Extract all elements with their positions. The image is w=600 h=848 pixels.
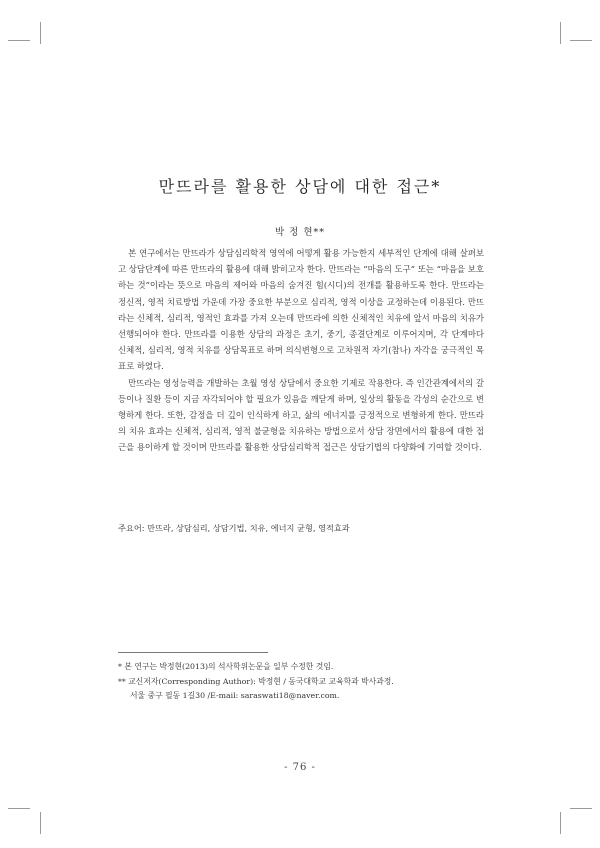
- paper-title: 만뜨라를 활용한 상담에 대한 접근*: [158, 177, 442, 196]
- crop-mark: [8, 40, 30, 41]
- footnotes: [118, 660, 488, 704]
- crop-mark: [8, 808, 30, 809]
- footnote-divider: [118, 652, 268, 653]
- keywords: 주요어: 만뜨라, 상담심리, 상담기법, 치유, 에너지 균형, 영적효과: [118, 523, 350, 533]
- abstract-paragraph: 본 연구에서는 만뜨라가 상담심리학적 영역에 어떻게 활용 가능한지 세부적인 단계에 대해 살펴보고 상담단계에 따른 만뜨라의 활용에 대해 밝히고자 한다. 만뜨라는 “마음의 도구” 또는 “마음을 보호하는 것”이라는 뜻으로 마음의 제어와 마음의 숨겨진 힘(시디)의 전개를 활용하도록 한다. 만뜨라는 정신적, 영적 치료방법 가운데 가장 중요한 부분으로 심리적, 영적 이상을 교정하는데 이용된다. 만뜨라는 신체적, 심리적, 영적인 효과를 가져 오는데 만뜨라에 의한 신체적인 치유에 앞서 마음의 치유가 선행되어야 한다. 만뜨라를 이용한 상담의 과정은 초기, 중기, 종결단계로 이루어지며, 각 단계마다 신체적, 심리적, 영적 치유를 상담목표로 하며 의식변형으로 고차원적 자기(참나) 자각을 궁극적인 목표로 하였다.: [118, 248, 484, 372]
- crop-mark: [570, 40, 592, 41]
- crop-mark: [40, 22, 41, 44]
- page-number: - 76 -: [284, 762, 316, 773]
- footnote: ** 교신저자(Corresponding Author): 박정현 / 동국대학교 교육학과 박사과정.: [118, 676, 394, 686]
- crop-mark: [560, 812, 561, 834]
- footnote: * 본 연구는 박정현(2013)의 석사학위논문을 일부 수정한 것임.: [118, 662, 334, 671]
- crop-mark: [40, 812, 41, 834]
- abstract-paragraph: 만뜨라는 영성능력을 개발하는 초월 영성 상담에서 중요한 기제로 작용한다. 즉 인간관계에서의 갈등이나 질환 등이 지금 자각되어야 할 필요가 있음을 깨닫게 하며, 일상의 활동을 각성의 순간으로 변형하게 한다. 또한, 감정을 더 깊이 인식하게 하고, 삶의 에너지를 긍정적으로 변형하게 한다. 만뜨라의 치유 효과는 신체적, 심리적, 영적 불균형을 치유하는 방법으로서 상담 장면에서의 활용에 대한 접근을 용이하게 할 것이며 만뜨라를 활용한 상담심리학적 접근은 상담기법의 다양화에 기여할 것이다.: [118, 377, 484, 453]
- abstract: [118, 245, 484, 456]
- author-name: 박 정 현**: [274, 227, 326, 238]
- crop-mark: [560, 22, 561, 44]
- footnote: 서울 중구 필동 1길30 /E-mail: saraswati18@naver.com.: [130, 691, 340, 701]
- crop-mark: [570, 808, 592, 809]
